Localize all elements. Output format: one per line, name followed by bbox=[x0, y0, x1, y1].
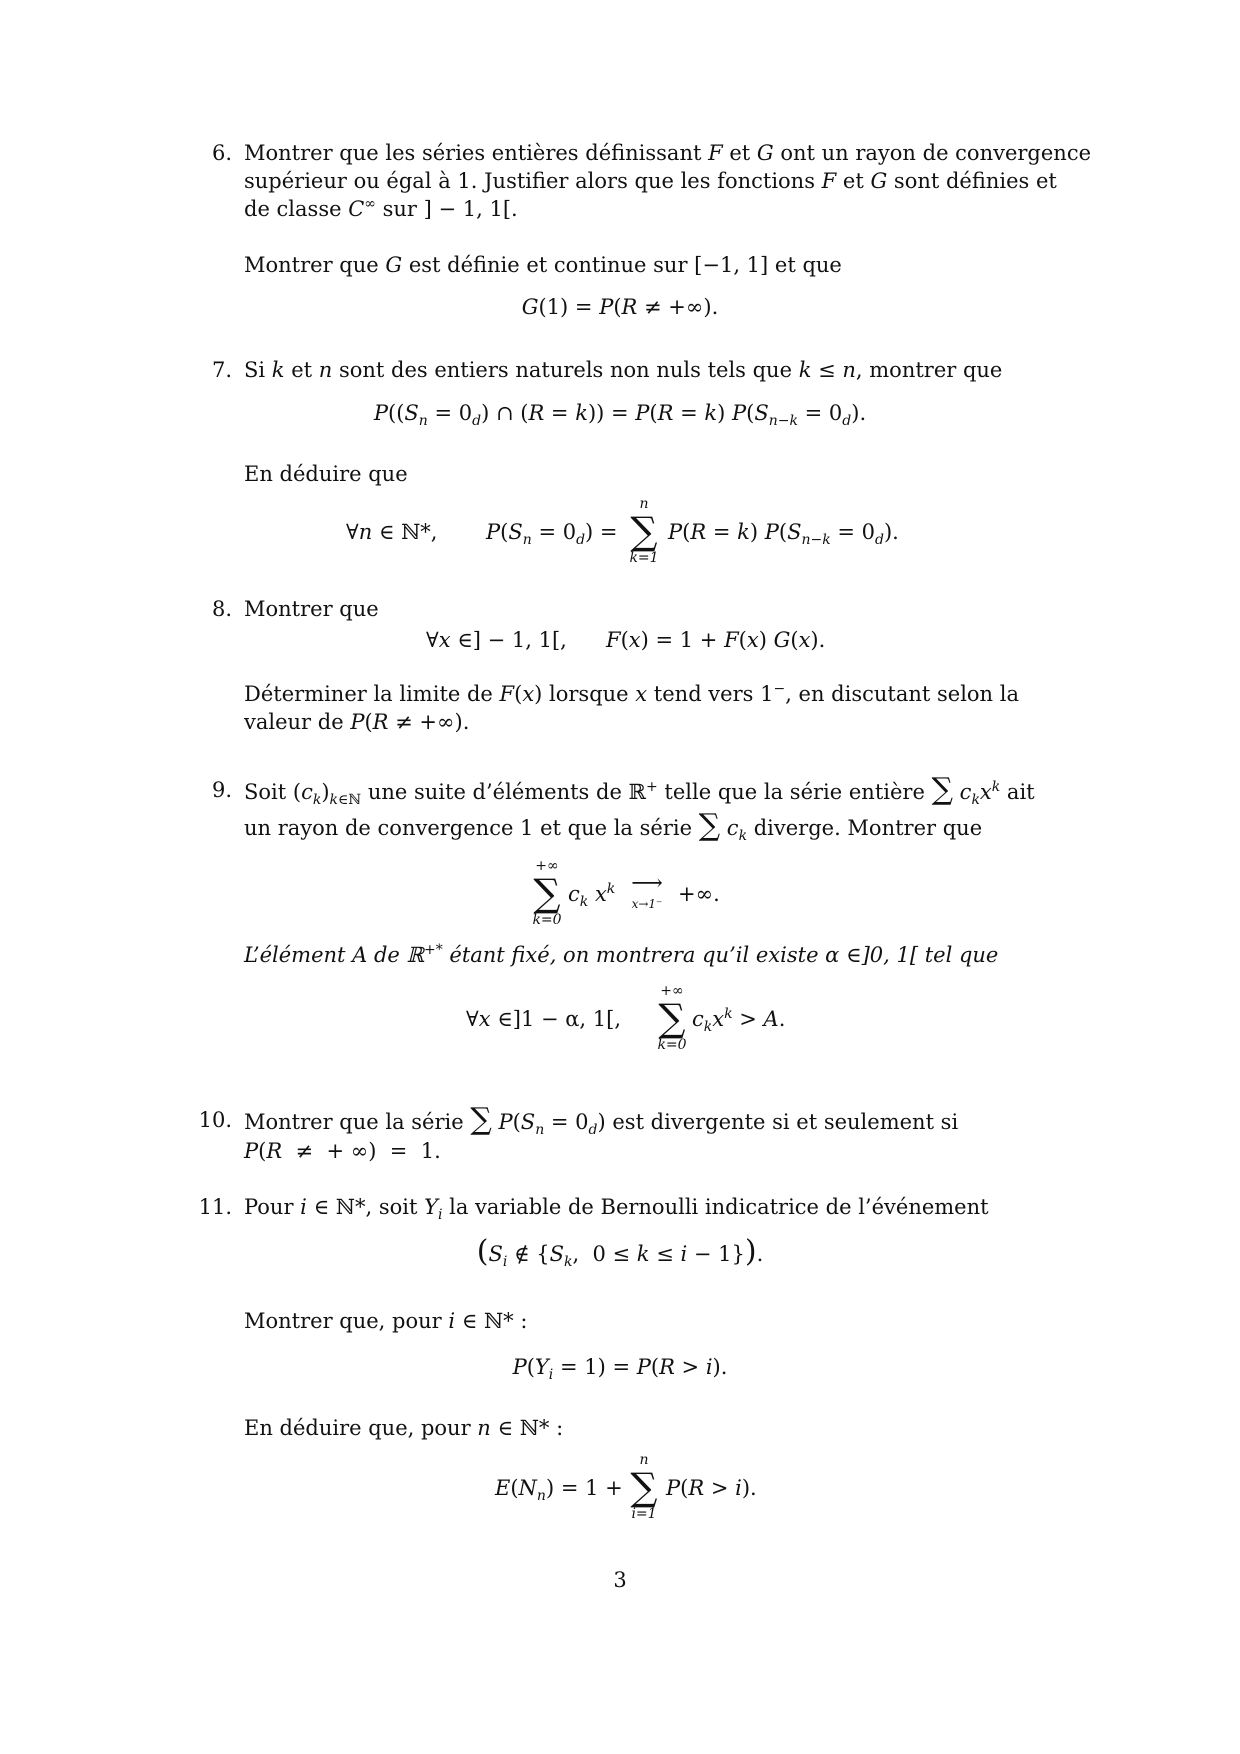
question-9-equation-2-body: $c_kx^k > A$. bbox=[692, 1006, 786, 1036]
question-7-equation-2-right: P(R = k) $P(S_{n-k} = 0_d)$. bbox=[668, 520, 899, 549]
question-6-number: 6. bbox=[211, 141, 232, 165]
question-7-equation-2-quantifier: ∀n ∈ ℕ*, bbox=[346, 520, 438, 544]
question-7-line-2: En déduire que bbox=[244, 462, 408, 486]
question-11-sum-symbol: n ∑ i=1 bbox=[630, 1452, 658, 1522]
question-7-number: 7. bbox=[211, 358, 232, 382]
question-9-sum-symbol-2: +∞ ∑ k=0 bbox=[657, 983, 687, 1053]
question-7-equation-2-left: $P(S_n = 0_d)$ = bbox=[486, 520, 618, 549]
question-7-sum-symbol: n ∑ k=1 bbox=[629, 496, 659, 566]
question-6-line-2: supérieur ou égal à 1. Justifier alors que les fonctions F et G sont définies et bbox=[244, 169, 1057, 193]
question-9-equation-1-result: +∞. bbox=[678, 882, 720, 906]
question-10-line-2: P(R ≠ + ∞) = 1. bbox=[244, 1139, 441, 1163]
question-11-equation-3-left: $E(N_n) = 1$ + bbox=[495, 1476, 623, 1505]
question-11-line-3: En déduire que, pour n ∈ ℕ* : bbox=[244, 1416, 564, 1440]
question-11-line-2: Montrer que, pour i ∈ ℕ* : bbox=[244, 1309, 528, 1333]
question-10-line-1: Montrer que la série ∑ $P(S_n = 0_d)$ est divergente si et seulement si bbox=[244, 1102, 959, 1139]
question-11-line-1: Pour i ∈ ℕ*, soit $Y_i$ la variable de Bernoulli indicatrice de l’événement bbox=[244, 1195, 989, 1224]
question-8-number: 8. bbox=[211, 597, 232, 621]
page-number: 3 bbox=[613, 1568, 627, 1592]
question-6-line-1: Montrer que les séries entières définissant F et G ont un rayon de convergence bbox=[244, 141, 1092, 165]
question-9-line-1: Soit $(c_k)_{k\in ℕ}$ une suite d’éléments de ℝ+ telle que la série entière ∑ $c_kx^k$ ait bbox=[244, 772, 1035, 809]
question-9-equation-2-quantifier: ∀x ∈]1 − α, 1[, bbox=[466, 1007, 622, 1031]
question-9-limit-arrow: ⟶ x→1⁻ bbox=[631, 871, 663, 911]
question-11-equation-3-right: P(R > i). bbox=[666, 1476, 757, 1500]
question-8-line-2: Déterminer la limite de F(x) lorsque x tend vers 1−, en discutant selon la bbox=[244, 681, 1019, 706]
question-8-equation-body: F(x) = 1 + F(x) G(x). bbox=[606, 628, 826, 652]
question-8-line-3: valeur de P(R ≠ +∞). bbox=[244, 710, 470, 734]
question-6-equation-1: G(1) = P(R ≠ +∞). bbox=[521, 295, 719, 319]
question-9-line-2: un rayon de convergence 1 et que la série ∑ $c_k$ diverge. Montrer que bbox=[244, 808, 983, 845]
question-10-number: 10. bbox=[198, 1108, 232, 1132]
question-8-equation-quantifier: ∀x ∈] − 1, 1[, bbox=[426, 628, 567, 652]
question-9-equation-1-body: $c_k$ $x^k$ bbox=[568, 881, 616, 911]
question-11-number: 11. bbox=[198, 1195, 232, 1219]
question-7-equation-1: $P((S_n = 0_d)$ ∩ (R = k)) = P(R = k) $P(S_{n-k} = 0_d)$. bbox=[373, 401, 867, 430]
question-8-line-1: Montrer que bbox=[244, 597, 379, 621]
question-9-hint: L’élément A de ℝ+* étant fixé, on montrera qu’il existe α ∈]0, 1[ tel que bbox=[244, 942, 999, 967]
question-7-line-1: Si k et n sont des entiers naturels non nuls tels que k ≤ n, montrer que bbox=[244, 358, 1003, 382]
question-9-sum-symbol-1: +∞ ∑ k=0 bbox=[532, 858, 562, 928]
question-11-equation-2: $P(Y_i = 1) = P(R > i)$. bbox=[512, 1355, 728, 1384]
question-11-equation-1: ($S_i$ ∉ {$S_k$, 0 ≤ k ≤ i − 1}). bbox=[476, 1234, 764, 1271]
question-9-number: 9. bbox=[211, 778, 232, 802]
question-6-line-3: de classe C∞ sur ] − 1, 1[. bbox=[244, 196, 518, 221]
question-6-line-4: Montrer que G est définie et continue sur [−1, 1] et que bbox=[244, 253, 842, 277]
